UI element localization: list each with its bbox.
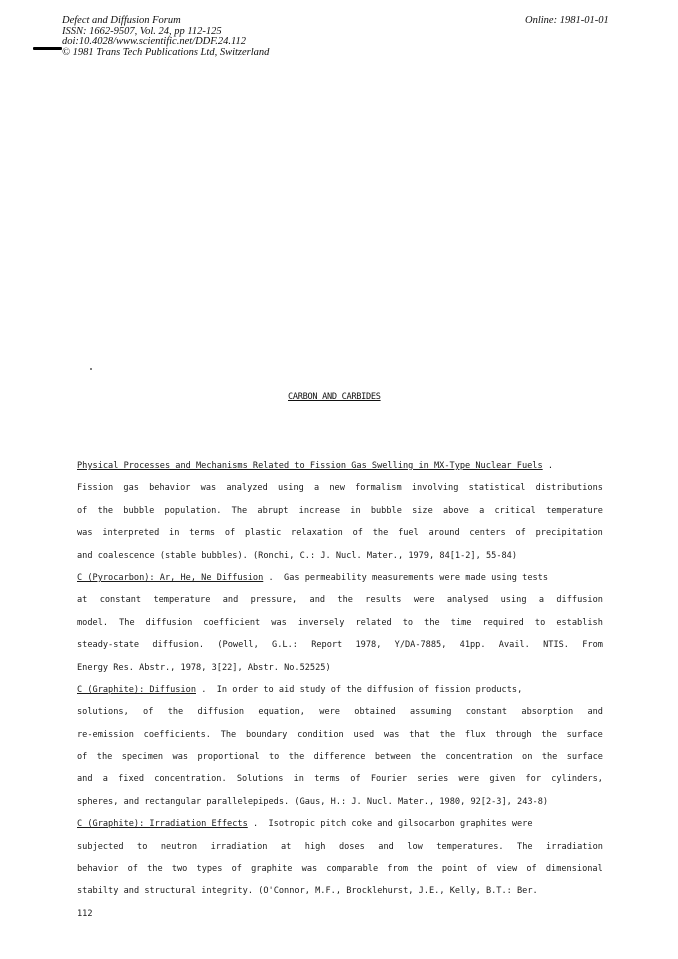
- word: view: [496, 864, 518, 875]
- word: temperatures.: [436, 841, 504, 852]
- issn-line: ISSN: 1662-9507, Vol. 24, pp 112-125: [62, 25, 222, 37]
- word: of: [352, 528, 363, 539]
- word: The: [231, 505, 248, 516]
- word: The: [220, 729, 237, 740]
- word: and: [77, 774, 93, 785]
- word: 41pp.: [459, 640, 486, 651]
- text-line: [77, 615, 603, 637]
- word: parallelepipeds.: [206, 796, 290, 807]
- word: the: [147, 864, 163, 875]
- entry-heading-line: [77, 570, 603, 592]
- word: series: [417, 774, 449, 785]
- word: (stable: [159, 550, 197, 561]
- word: model.: [77, 617, 109, 628]
- word: products,: [475, 684, 523, 695]
- word: Res.: [113, 662, 134, 673]
- word: relaxation: [291, 528, 343, 539]
- word: re-emission: [77, 729, 134, 740]
- word: Kelly,: [449, 886, 481, 897]
- word: using: [500, 595, 527, 606]
- word: solutions,: [77, 707, 129, 718]
- heading-period: .: [547, 461, 554, 471]
- entry-heading-line: [77, 682, 603, 704]
- word: results: [365, 595, 402, 606]
- text-line: [77, 480, 603, 502]
- word: of: [77, 505, 88, 516]
- word: was: [383, 729, 400, 740]
- word: that: [409, 729, 430, 740]
- word: given: [489, 774, 516, 785]
- word: of: [515, 528, 526, 539]
- word: from: [387, 864, 408, 875]
- word: between: [374, 752, 412, 763]
- word: a: [102, 774, 108, 785]
- word: 3[22],: [211, 662, 243, 673]
- entry-heading: C (Graphite): Diffusion: [77, 684, 196, 695]
- word: types: [196, 864, 223, 875]
- copyright-line: © 1981 Trans Tech Publications Ltd, Switzerland: [62, 46, 270, 58]
- word: Brocklehurst,: [346, 886, 414, 897]
- word: diffusion: [145, 617, 193, 628]
- word: the: [337, 595, 353, 606]
- word: (Powell,: [217, 640, 259, 651]
- word: and: [123, 796, 140, 807]
- word: Avail.: [498, 640, 530, 651]
- word: using: [491, 572, 517, 583]
- word: behavior: [77, 864, 119, 875]
- word: Isotropic: [268, 819, 316, 830]
- word: pitch: [320, 819, 347, 830]
- heading-with-period: [77, 570, 279, 592]
- heading-period: .: [268, 572, 274, 583]
- word: distributions: [535, 483, 603, 494]
- heading-period: .: [201, 684, 207, 695]
- word: of: [476, 864, 488, 875]
- word: H.:: [330, 796, 347, 807]
- word: difference: [313, 752, 366, 763]
- word: inversely: [297, 617, 345, 628]
- word: Nucl.: [366, 796, 393, 807]
- word: and: [309, 595, 326, 606]
- word: specimen: [121, 752, 164, 763]
- word: statistical: [468, 483, 526, 494]
- text-line: [77, 883, 603, 905]
- word: Mater.,: [397, 796, 435, 807]
- word: 55-84): [485, 550, 518, 561]
- word: through: [495, 729, 532, 740]
- word: a: [479, 505, 485, 516]
- word: neutron: [160, 841, 198, 852]
- word: analysed: [446, 595, 489, 606]
- word: the: [420, 752, 436, 763]
- word: of: [127, 864, 138, 875]
- word: concentration.: [154, 774, 227, 785]
- text-line: [77, 749, 603, 771]
- word: and: [378, 841, 394, 852]
- word: Abstr.,: [139, 662, 176, 673]
- word: critical: [494, 505, 536, 516]
- word: Solutions: [236, 774, 284, 785]
- word: abrupt: [257, 505, 289, 516]
- word: comparable: [326, 864, 379, 875]
- word: terms: [314, 774, 341, 785]
- word: diffusion: [366, 684, 414, 695]
- word: 1979,: [408, 550, 435, 561]
- word: Fourier: [370, 774, 408, 785]
- word: and: [587, 707, 603, 718]
- word: B.T.:: [485, 886, 512, 897]
- word: and: [222, 595, 239, 606]
- word: Mater.,: [366, 550, 404, 561]
- text-line: [77, 637, 603, 659]
- word: was: [172, 752, 189, 763]
- word: measurements: [372, 572, 435, 583]
- word: above: [442, 505, 469, 516]
- word: size: [412, 505, 433, 516]
- word: (O'Connor,: [258, 886, 310, 897]
- word: the: [346, 684, 362, 695]
- word: were: [458, 774, 480, 785]
- word: were: [511, 819, 533, 830]
- word: Ber.: [517, 886, 538, 897]
- word: and: [377, 819, 393, 830]
- word: of: [418, 684, 430, 695]
- word: high: [304, 841, 326, 852]
- word: fuel: [398, 528, 419, 539]
- word: doses: [338, 841, 365, 852]
- word: No.52525): [284, 662, 331, 673]
- word: the: [96, 752, 113, 763]
- entry-heading: C (Pyrocarbon): Ar, He, Ne Diffusion: [77, 572, 264, 583]
- word: made: [465, 572, 486, 583]
- word: coefficients.: [143, 729, 211, 740]
- section-title: CARBON AND CARBIDES: [288, 392, 381, 402]
- text-line: [77, 525, 603, 547]
- word: obtained: [354, 707, 396, 718]
- text-line: [77, 548, 603, 570]
- word: centers: [469, 528, 506, 539]
- word: coalescence: [97, 550, 155, 561]
- word: diffusion.: [152, 640, 205, 651]
- word: the: [167, 707, 184, 718]
- word: temperature: [153, 595, 211, 606]
- word: in: [169, 528, 180, 539]
- word: the: [417, 864, 433, 875]
- word: point: [441, 864, 468, 875]
- word: were: [413, 595, 435, 606]
- word: study: [299, 684, 326, 695]
- word: Report: [311, 640, 343, 651]
- word: flux: [464, 729, 486, 740]
- word: 1980,: [439, 796, 466, 807]
- word: of: [350, 774, 361, 785]
- word: of: [526, 864, 537, 875]
- word: around: [428, 528, 460, 539]
- word: subjected: [77, 841, 124, 852]
- word: on: [522, 752, 533, 763]
- word: order: [232, 684, 259, 695]
- word: equation,: [258, 707, 305, 718]
- word: to: [268, 752, 280, 763]
- entry-heading-line: [77, 816, 603, 838]
- word: J.: [351, 796, 362, 807]
- word: was: [77, 528, 93, 539]
- word: tests: [522, 572, 549, 583]
- word: 84[1-2],: [439, 550, 481, 561]
- word: to: [402, 617, 414, 628]
- word: C.:: [299, 550, 316, 561]
- word: low: [407, 841, 423, 852]
- word: behavior: [149, 483, 191, 494]
- word: time: [450, 617, 472, 628]
- word: NTIS.: [543, 640, 569, 651]
- word: a: [538, 595, 545, 606]
- word: increase: [298, 505, 341, 516]
- word: formalism: [355, 483, 402, 494]
- word: the: [288, 752, 305, 763]
- word: of: [143, 707, 154, 718]
- word: and: [123, 886, 140, 897]
- word: establish: [556, 617, 603, 628]
- word: Fission: [77, 483, 114, 494]
- text-line: [77, 704, 603, 726]
- journal-header: [62, 16, 269, 58]
- word: the: [372, 528, 389, 539]
- word: dimensional: [545, 864, 603, 875]
- word: 1978,: [355, 640, 382, 651]
- word: was: [271, 617, 287, 628]
- journal-name: Defect and Diffusion Forum: [62, 15, 181, 26]
- word: stabilty: [77, 886, 119, 897]
- word: bubble: [123, 505, 155, 516]
- heading-with-period: [77, 458, 558, 480]
- word: spheres,: [77, 796, 119, 807]
- word: the: [97, 505, 114, 516]
- word: was: [200, 483, 217, 494]
- word: to: [534, 617, 546, 628]
- word: population.: [164, 505, 222, 516]
- word: Y/DA-7885,: [394, 640, 447, 651]
- margin-mark: [33, 47, 62, 50]
- word: 92[2-3],: [470, 796, 512, 807]
- word: steady-state: [77, 640, 140, 651]
- word: new: [329, 483, 345, 494]
- word: diffusion: [556, 595, 603, 606]
- word: required: [482, 617, 524, 628]
- word: plastic: [245, 528, 282, 539]
- word: were: [439, 572, 460, 583]
- word: M.F.,: [315, 886, 341, 897]
- word: irradiation: [546, 841, 603, 852]
- word: fixed: [118, 774, 144, 785]
- word: pressure,: [250, 595, 298, 606]
- word: related: [355, 617, 392, 628]
- text-line: [77, 592, 603, 614]
- word: temperature: [546, 505, 603, 516]
- word: a: [314, 483, 320, 494]
- word: concentration: [445, 752, 513, 763]
- word: surface: [566, 729, 603, 740]
- word: assuming: [409, 707, 452, 718]
- word: bubble: [370, 505, 402, 516]
- word: proportional: [197, 752, 260, 763]
- word: surface: [566, 752, 603, 763]
- word: coefficient: [203, 617, 261, 628]
- entry-heading: Physical Processes and Mechanisms Related to Fission Gas Swelling in MX-Type Nuclear Fuels: [77, 461, 543, 471]
- text-line: [77, 794, 603, 816]
- word: used: [353, 729, 375, 740]
- page-number: 112: [77, 908, 93, 919]
- heading-with-period: [77, 816, 263, 838]
- word: Nucl.: [335, 550, 362, 561]
- text-line: [77, 839, 603, 861]
- text-line: [77, 727, 603, 749]
- word: the: [439, 729, 456, 740]
- word: Abstr.: [247, 662, 279, 673]
- word: integrity.: [201, 886, 253, 897]
- text-line: [77, 771, 603, 793]
- online-date: Online: 1981-01-01: [525, 15, 609, 26]
- word: rectangular: [144, 796, 202, 807]
- word: of: [77, 752, 88, 763]
- word: were: [319, 707, 340, 718]
- word: condition: [297, 729, 344, 740]
- word: of: [330, 684, 342, 695]
- word: graphite: [251, 864, 293, 875]
- word: J.: [320, 550, 331, 561]
- word: cylinders,: [551, 774, 603, 785]
- word: 1978,: [180, 662, 207, 673]
- word: at: [280, 841, 292, 852]
- scan-speck: [90, 368, 92, 370]
- entry-heading-line: [77, 458, 603, 480]
- word: analyzed: [226, 483, 268, 494]
- word: In: [216, 684, 228, 695]
- word: in: [293, 774, 304, 785]
- word: coke: [351, 819, 373, 830]
- word: to: [137, 841, 148, 852]
- word: for: [525, 774, 542, 785]
- word: aid: [278, 684, 295, 695]
- heading-with-period: [77, 682, 212, 704]
- word: fission: [434, 684, 471, 695]
- word: graphites: [460, 819, 507, 830]
- text-line: [77, 861, 603, 883]
- entry-heading: C (Graphite): Irradiation Effects: [77, 819, 248, 830]
- word: of: [231, 864, 242, 875]
- word: structural: [144, 886, 197, 897]
- word: absorption: [521, 707, 574, 718]
- word: to: [263, 684, 274, 695]
- word: permeability: [304, 572, 367, 583]
- word: constant: [465, 707, 508, 718]
- word: precipitation: [535, 528, 603, 539]
- word: of: [224, 528, 236, 539]
- word: J.E.,: [418, 886, 445, 897]
- word: 243-8): [517, 796, 549, 807]
- word: Energy: [77, 662, 109, 673]
- word: was: [301, 864, 318, 875]
- word: (Ronchi,: [253, 550, 295, 561]
- word: diffusion: [197, 707, 245, 718]
- heading-period: .: [252, 819, 259, 830]
- word: bubbles).: [201, 550, 248, 561]
- word: gilsocarbon: [397, 819, 455, 830]
- word: involving: [411, 483, 459, 494]
- word: the: [424, 617, 440, 628]
- word: using: [277, 483, 304, 494]
- text-line: [77, 503, 603, 525]
- word: The: [517, 841, 533, 852]
- text-line: [77, 660, 603, 682]
- word: boundary: [245, 729, 288, 740]
- word: at: [77, 595, 88, 606]
- word: irradiation: [210, 841, 268, 852]
- word: terms: [189, 528, 216, 539]
- word: The: [119, 617, 135, 628]
- word: the: [541, 729, 557, 740]
- word: constant: [99, 595, 142, 606]
- word: gas: [123, 483, 139, 494]
- word: the: [541, 752, 558, 763]
- word: From: [582, 640, 603, 651]
- word: two: [171, 864, 188, 875]
- word: and: [77, 550, 93, 561]
- word: Gas: [284, 572, 300, 583]
- abstract-body: [77, 458, 603, 928]
- word: in: [350, 505, 361, 516]
- word: G.L.:: [272, 640, 298, 651]
- doi-link[interactable]: doi:10.4028/www.scientific.net/DDF.24.112: [62, 36, 247, 47]
- word: (Gaus,: [294, 796, 326, 807]
- word: interpreted: [102, 528, 160, 539]
